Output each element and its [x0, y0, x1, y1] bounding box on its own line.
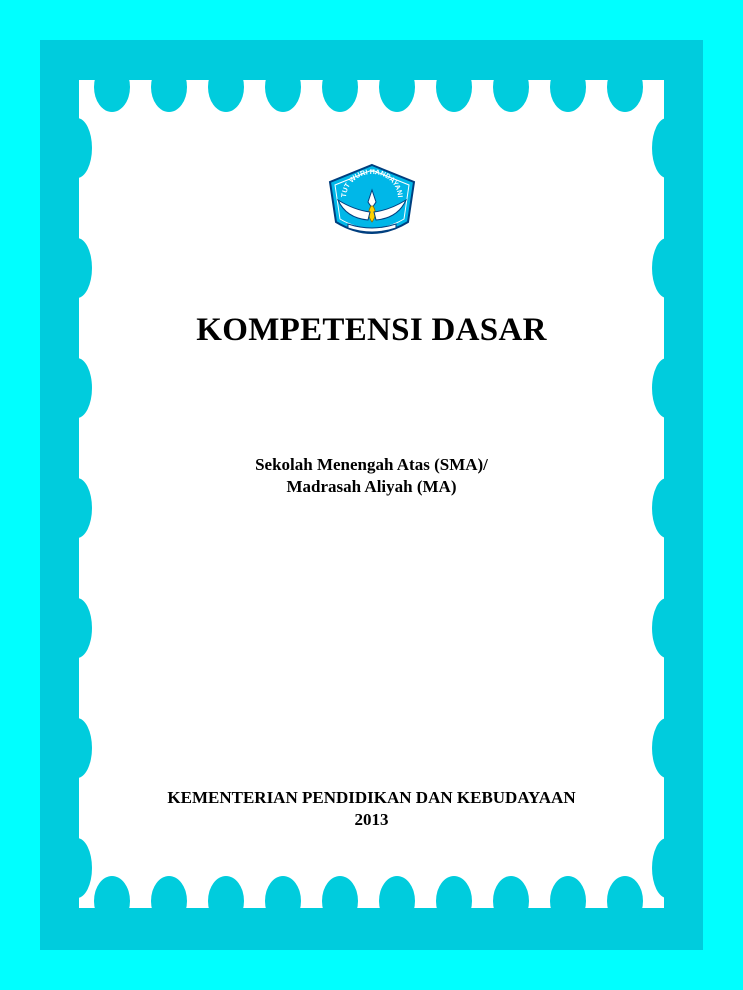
- border-scallop: [652, 118, 682, 178]
- border-scallop: [436, 62, 472, 112]
- border-scallop: [652, 238, 682, 298]
- border-scallop: [62, 238, 92, 298]
- border-scallop: [151, 876, 187, 926]
- border-scallop: [265, 876, 301, 926]
- school-level-line-1: Sekolah Menengah Atas (SMA)/: [255, 455, 488, 474]
- border-scallop: [62, 838, 92, 898]
- border-scallop: [550, 876, 586, 926]
- border-scallop: [652, 598, 682, 658]
- document-title: KOMPETENSI DASAR: [196, 312, 547, 348]
- border-scallop: [62, 358, 92, 418]
- border-scallop: [652, 838, 682, 898]
- border-scallop: [379, 62, 415, 112]
- border-scallop: [94, 62, 130, 112]
- border-scallop: [265, 62, 301, 112]
- border-scallop: [208, 876, 244, 926]
- publisher-name: KEMENTERIAN PENDIDIKAN DAN KEBUDAYAAN: [167, 788, 576, 807]
- border-scallop: [607, 62, 643, 112]
- border-scallop: [208, 62, 244, 112]
- tut-wuri-handayani-logo: [324, 162, 420, 242]
- border-scallop: [493, 62, 529, 112]
- border-scallop: [550, 62, 586, 112]
- school-level-line-2: Madrasah Aliyah (MA): [286, 477, 457, 496]
- border-scallop: [322, 876, 358, 926]
- border-scallop: [62, 598, 92, 658]
- border-scallop: [151, 62, 187, 112]
- svg-text:TUT WURI HANDAYANI: TUT WURI HANDAYANI: [340, 168, 404, 198]
- publication-year: 2013: [354, 810, 389, 829]
- border-scallop: [607, 876, 643, 926]
- border-scallop: [652, 358, 682, 418]
- border-scallop: [322, 62, 358, 112]
- border-scallop: [652, 718, 682, 778]
- border-scallop: [493, 876, 529, 926]
- border-scallop: [379, 876, 415, 926]
- border-scallop: [62, 118, 92, 178]
- border-scallop: [62, 718, 92, 778]
- border-scallop: [94, 876, 130, 926]
- border-scallop: [436, 876, 472, 926]
